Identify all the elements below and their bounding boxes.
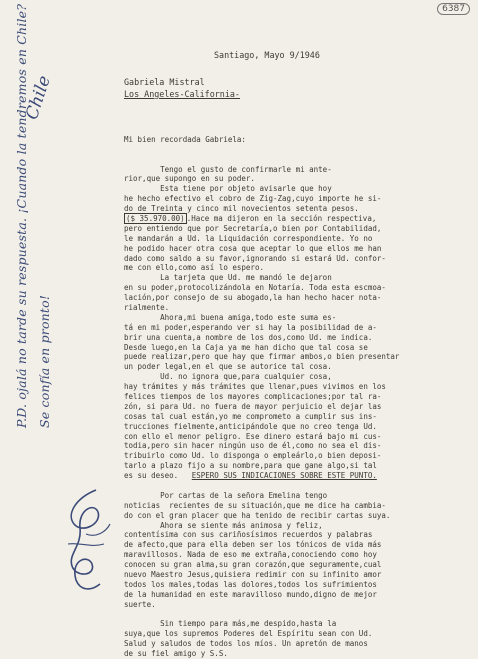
body-line [124, 412, 436, 422]
body-line [124, 580, 436, 590]
body-line [124, 639, 436, 649]
boxed-amount: ($ 35.970.00) [126, 213, 185, 223]
body-line [124, 224, 436, 234]
margin-note-chile: Chile [22, 73, 55, 123]
body-text-run: de la humanidad en este maravilloso mundo,digno de mejor [124, 589, 377, 599]
body-line [124, 263, 436, 273]
body-line [124, 550, 436, 560]
body-line [124, 382, 436, 392]
postscript-line: P.D. ojalá no tarde su respuesta. ¡Cuando la tendremos en Chile? [14, 3, 29, 428]
body-text-run: de su fiel amigo y S.S. [124, 649, 228, 659]
body-line [124, 194, 436, 204]
body-text-run: Sin tiempo para más,me despido,hasta la [124, 619, 337, 629]
body-line [124, 303, 436, 313]
body-line [124, 165, 436, 175]
body-line [124, 501, 436, 511]
body-text-run: he podido hacer otra cosa que aceptar lo que ellos me han [124, 243, 382, 253]
body-text-run: .Hace ma dijeron en la sección respectiva, [186, 213, 377, 223]
body-line [124, 392, 436, 402]
body-line [124, 343, 436, 353]
body-line [124, 313, 436, 323]
body-text-run: en su poder,protocolizándola en Notaría. Toda esta escmoa- [124, 283, 386, 293]
salutation: Mi bien recordada Gabriela: [124, 134, 246, 144]
body-text-run: Ahora se siente más animosa y feliz, [124, 520, 323, 530]
body-text-run: trucciones fielmente,anticipándole que no creo tenga Ud. [124, 421, 377, 431]
body-text-run: un poder legal,en el que se autorice tal cosa. [124, 362, 332, 372]
body-line [124, 481, 436, 491]
body-line [124, 244, 436, 254]
body-line [124, 214, 436, 224]
body-line [124, 254, 436, 264]
body-text-run: hay trámites y más trámites que llenar,pues vivimos en los [124, 382, 386, 392]
body-line [124, 352, 436, 362]
handwritten-signature [56, 484, 122, 596]
body-line [124, 649, 436, 659]
letter-body [124, 115, 436, 659]
body-text-run: La tarjeta que Ud. me mandó le dejaron [124, 273, 332, 283]
margin-postscript [10, 4, 56, 428]
body-text-run: me con ello,como así lo espero. [124, 263, 264, 273]
body-text-run: todos los males,todas las dolores,todos los sufrimientos [124, 579, 377, 589]
body-line [124, 323, 436, 333]
addressee-block [124, 76, 240, 100]
body-text-run: Desde luego,en la Caja ya me han dicho que tal cosa se [124, 342, 368, 352]
body-line [124, 184, 436, 194]
body-text-run: Ahora,mi buena amiga,todo este suma es- [124, 312, 337, 322]
body-line [124, 570, 436, 580]
body-line [124, 540, 436, 550]
body-text-run: le mandarán a Ud. la Liquidación correspondiente. Yo no [124, 233, 373, 243]
body-line [124, 234, 436, 244]
body-text-run: pero entiendo que por Secretaría,o bien por Contabilidad, [124, 223, 382, 233]
body-text-run: con ello el menor peligro. Ese dinero estará bajo mi cus- [124, 431, 382, 441]
body-line [124, 362, 436, 372]
body-text-run: rior,que supongo en su poder. [124, 174, 255, 184]
body-text-run: brir una cuenta,a nombre de los dos,como Ud. me indica. [124, 332, 373, 342]
body-line [124, 600, 436, 610]
body-line [124, 471, 436, 481]
body-text-run: es su deseo. [124, 471, 192, 481]
body-text-run: nuevo Maestro Jesus,quisiera redimir con su infinito amor [124, 570, 382, 580]
body-line [124, 560, 436, 570]
underlined-request: ESPERO SUS INDICACIONES SOBRE ESTE PUNTO. [191, 471, 377, 481]
body-line [124, 273, 436, 283]
reference-number: 6387 [437, 3, 470, 15]
body-line [124, 451, 436, 461]
body-text-run: Esta tiene por objeto avisarle que hoy [124, 184, 332, 194]
body-line [124, 422, 436, 432]
body-line [124, 610, 436, 620]
body-text-run: he hecho efectivo el cobro de Zig-Zag,cuyo importe he si- [124, 194, 382, 204]
body-line [124, 441, 436, 451]
body-line [124, 283, 436, 293]
body-text-run: lación,por consejo de su abogado,la han hecho hacer nota- [124, 293, 382, 303]
body-text-run: rialmente. [124, 302, 170, 312]
body-text-run: felices tiempos de los mayores complicaciones;por tal ra- [124, 392, 382, 401]
body-text-run: noticias recientes de su situación,que me dice ha cambia- [124, 500, 386, 510]
date-line: Santiago, Mayo 9/1946 [214, 50, 320, 60]
body-text-run: de afecto,que para ella deben ser los tónicos de vida más [124, 540, 382, 550]
body-text-run: puede realizar,pero que hay que firmar ambos,o bien presentar [124, 352, 400, 362]
body-line [124, 432, 436, 442]
body-line [124, 530, 436, 540]
body-text-run: maravillosos. Nada de eso me extraña,conociendo como hoy [124, 550, 377, 560]
body-text-run: tribuirlo como Ud. lo disponga o empleárlo,o bien deposi- [124, 451, 382, 461]
recipient-name: Gabriela Mistral [124, 77, 205, 87]
body-text-run: tarlo a plazo fijo a su nombre,para que gane algo,si tal [124, 461, 377, 471]
body-text-run: do de Treinta y cinco mil novecientos setenta pesos. [124, 204, 359, 214]
body-text-run: dado como saldo a su favor,ignorando si estará Ud. confor- [124, 253, 386, 263]
body-line [124, 293, 436, 303]
body-line [124, 372, 436, 382]
body-text-run: Por cartas de la señora Emelina tengo [124, 490, 328, 500]
body-line [124, 491, 436, 501]
body-text-run: contentísima con sus cariñosísimos recuerdos y palabras [124, 530, 373, 540]
body-text-run: tá en mi poder,esperando ver si hay la posibilidad de a- [124, 322, 377, 332]
body-text-run: suerte. [124, 599, 156, 609]
body-line [124, 333, 436, 343]
recipient-location: Los Angeles-California- [124, 89, 240, 99]
body-line [124, 511, 436, 521]
body-text-run: Ud. no ignora que,para cualquier cosa, [124, 372, 332, 382]
body-text-run: zón, si para Ud. no fuera de mayor perjuicio el dejar las [124, 401, 382, 411]
body-text-run: cosas tal cual están,yo me comprometo a cumplir sus ins- [124, 411, 377, 421]
postscript-line: Se confía en pronto! [37, 294, 52, 428]
body-line [124, 619, 436, 629]
body-line [124, 402, 436, 412]
body-line [124, 174, 436, 184]
body-line [124, 461, 436, 471]
body-line [124, 590, 436, 600]
body-text-run: Salud y saludos de todos los míos. Un apretón de manos [124, 639, 368, 649]
body-text-run: do con el gran placer que ha tenido de recibir cartas suya. [124, 510, 391, 520]
body-line [124, 629, 436, 639]
body-text-run: conocen su gran alma,su gran corazón,que seguramente,cual [124, 560, 382, 570]
body-text-run: suya,que los supremos Poderes del Espíritu sean con Ud. [124, 629, 373, 639]
body-text-run: todia,pero sin hacer ningún uso de él,como no sea el dis- [124, 441, 382, 451]
body-line [124, 521, 436, 531]
body-text-run: Tengo el gusto de confirmarle mi ante- [124, 164, 332, 174]
